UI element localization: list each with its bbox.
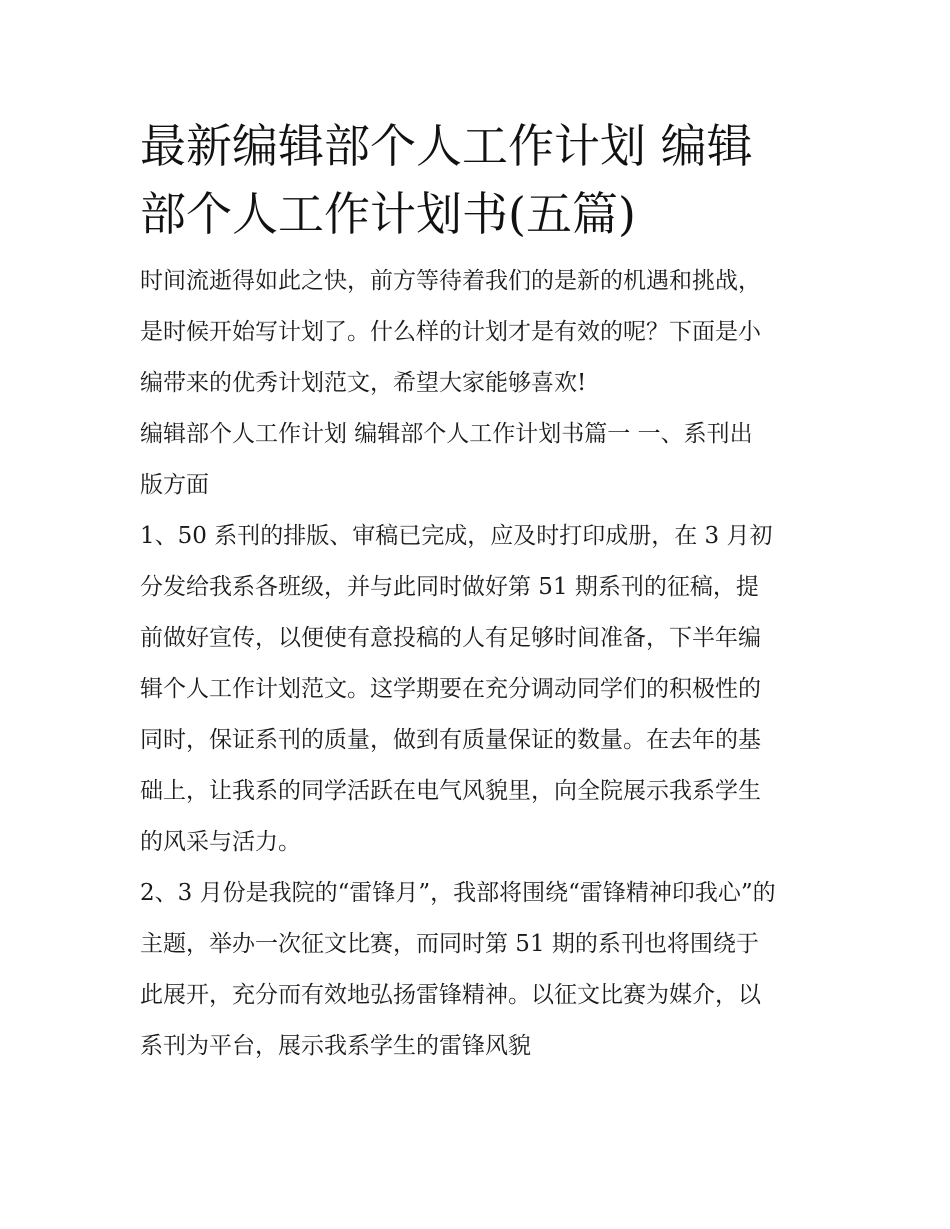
text-line: 同时，保证系刊的质量，做到有质量保证的数量。在去年的基 [140,727,761,753]
text-line: 的风采与活力。 [140,829,301,855]
text-line: 时间流逝得如此之快，前方等待着我们的是新的机遇和挑战， [140,268,761,294]
text-line: 此展开，充分而有效地弘扬雷锋精神。以征文比赛为媒介，以 [140,982,761,1008]
title-line: 最新编辑部个人工作计划 编辑 [140,119,753,173]
text-line: 础上，让我系的同学活跃在电气风貌里，向全院展示我系学生 [140,778,761,804]
text-line: 分发给我系各班级，并与此同时做好第 51 期系刊的征稿，提 [140,574,759,600]
text-line: 前做好宣传，以便使有意投稿的人有足够时间准备，下半年编 [140,625,761,651]
section-heading-paragraph [140,409,812,511]
title-line: 部个人工作计划书(五篇) [140,187,636,241]
document-page [140,112,812,1072]
text-line: 辑个人工作计划范文。这学期要在充分调动同学们的积极性的 [140,676,761,702]
text-line: 1、50 系刊的排版、审稿已完成，应及时打印成册，在 3 月初 [140,523,773,549]
text-line: 编带来的优秀计划范文，希望大家能够喜欢! [140,370,587,396]
item-2-paragraph [140,868,812,1072]
document-title [140,112,812,248]
text-line: 主题，举办一次征文比赛，而同时第 51 期的系刊也将围绕于 [140,931,759,957]
text-line: 是时候开始写计划了。什么样的计划才是有效的呢？下面是小 [140,319,761,345]
text-line: 编辑部个人工作计划 编辑部个人工作计划书篇一 一、系刊出 [140,421,753,447]
text-line: 系刊为平台，展示我系学生的雷锋风貌 [140,1033,531,1059]
text-line: 2、3 月份是我院的“雷锋月”，我部将围绕“雷锋精神印我心”的 [140,880,776,906]
intro-paragraph [140,256,812,409]
item-1-paragraph [140,511,812,868]
text-line: 版方面 [140,472,209,498]
